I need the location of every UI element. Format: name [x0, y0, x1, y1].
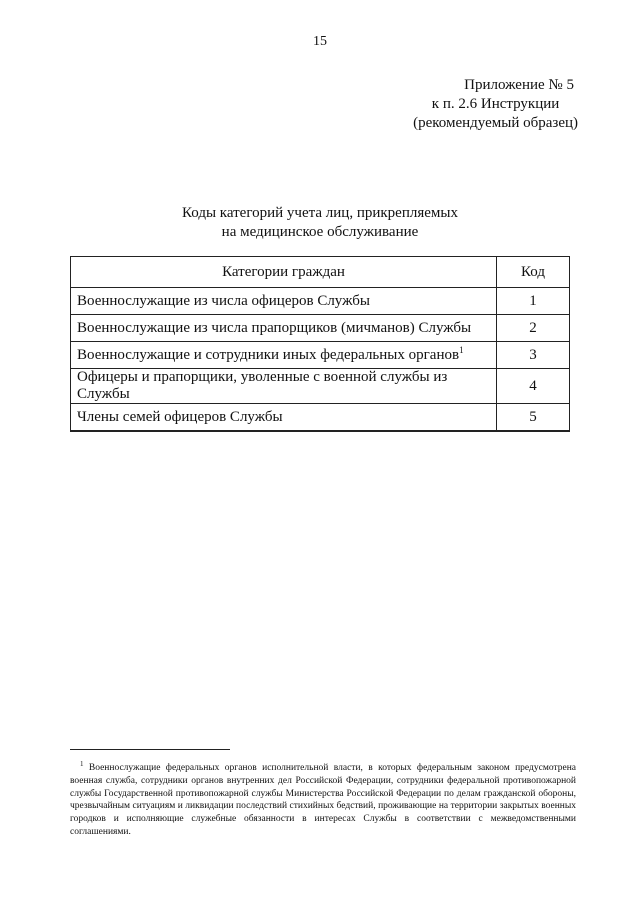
document-title	[0, 204, 640, 242]
appendix-note: (рекомендуемый образец)	[413, 115, 578, 131]
code-cell: 3	[497, 342, 570, 369]
code-cell: 2	[497, 315, 570, 342]
footnote-divider	[70, 749, 230, 750]
table-row	[71, 288, 570, 315]
category-text: Военнослужащие из числа прапорщиков (мичманов) Службы	[77, 319, 472, 336]
category-cell	[71, 404, 497, 432]
category-text: Члены семей офицеров Службы	[77, 408, 283, 425]
column-header-code: Код	[497, 257, 570, 288]
appendix-title: Приложение № 5	[464, 77, 574, 93]
footnote-mark: 1	[80, 759, 84, 768]
table-header-row	[71, 257, 570, 288]
code-cell: 5	[497, 404, 570, 432]
category-text: Военнослужащие из числа офицеров Службы	[77, 292, 370, 309]
footnote	[70, 759, 576, 839]
appendix-reference: к п. 2.6 Инструкции	[431, 96, 560, 112]
category-text: Офицеры и прапорщики, уволенные с военной службы из Службы	[77, 369, 448, 402]
page-number: 15	[313, 34, 327, 49]
code-cell: 1	[497, 288, 570, 315]
column-header-category: Категории граждан	[71, 257, 497, 288]
document-title-line-2: на медицинское обслуживание	[221, 224, 419, 240]
footnote-reference: 1	[459, 344, 464, 355]
table-row	[71, 315, 570, 342]
code-cell: 4	[497, 369, 570, 404]
category-cell	[71, 342, 497, 369]
table-row	[71, 342, 570, 369]
document-title-line-1: Коды категорий учета лиц, прикрепляемых	[182, 205, 458, 221]
table-row	[71, 404, 570, 432]
category-cell	[71, 288, 497, 315]
category-codes-table	[70, 256, 570, 432]
footnote-text: Военнослужащие федеральных органов исполнительной власти, в которых федеральным законом предусмотрена военная служба, сотрудники органов внутренних дел Российской Федерации, сотрудники федеральной противопожарной службы Государственной противопожарной службы Министерства Российской Федерации по делам гражданской обороны, чрезвычайным ситуациям и ликвидации последствий стихийных бедствий, проживающие на территории закрытых военных городков и исполняющие служебные обязанности в интересах Службы в соответствии с межведомственными соглашениями.	[70, 763, 576, 837]
table-row	[71, 369, 570, 404]
appendix-header	[413, 76, 578, 133]
category-cell	[71, 369, 497, 404]
category-cell	[71, 315, 497, 342]
category-text: Военнослужащие и сотрудники иных федеральных органов	[77, 346, 460, 363]
